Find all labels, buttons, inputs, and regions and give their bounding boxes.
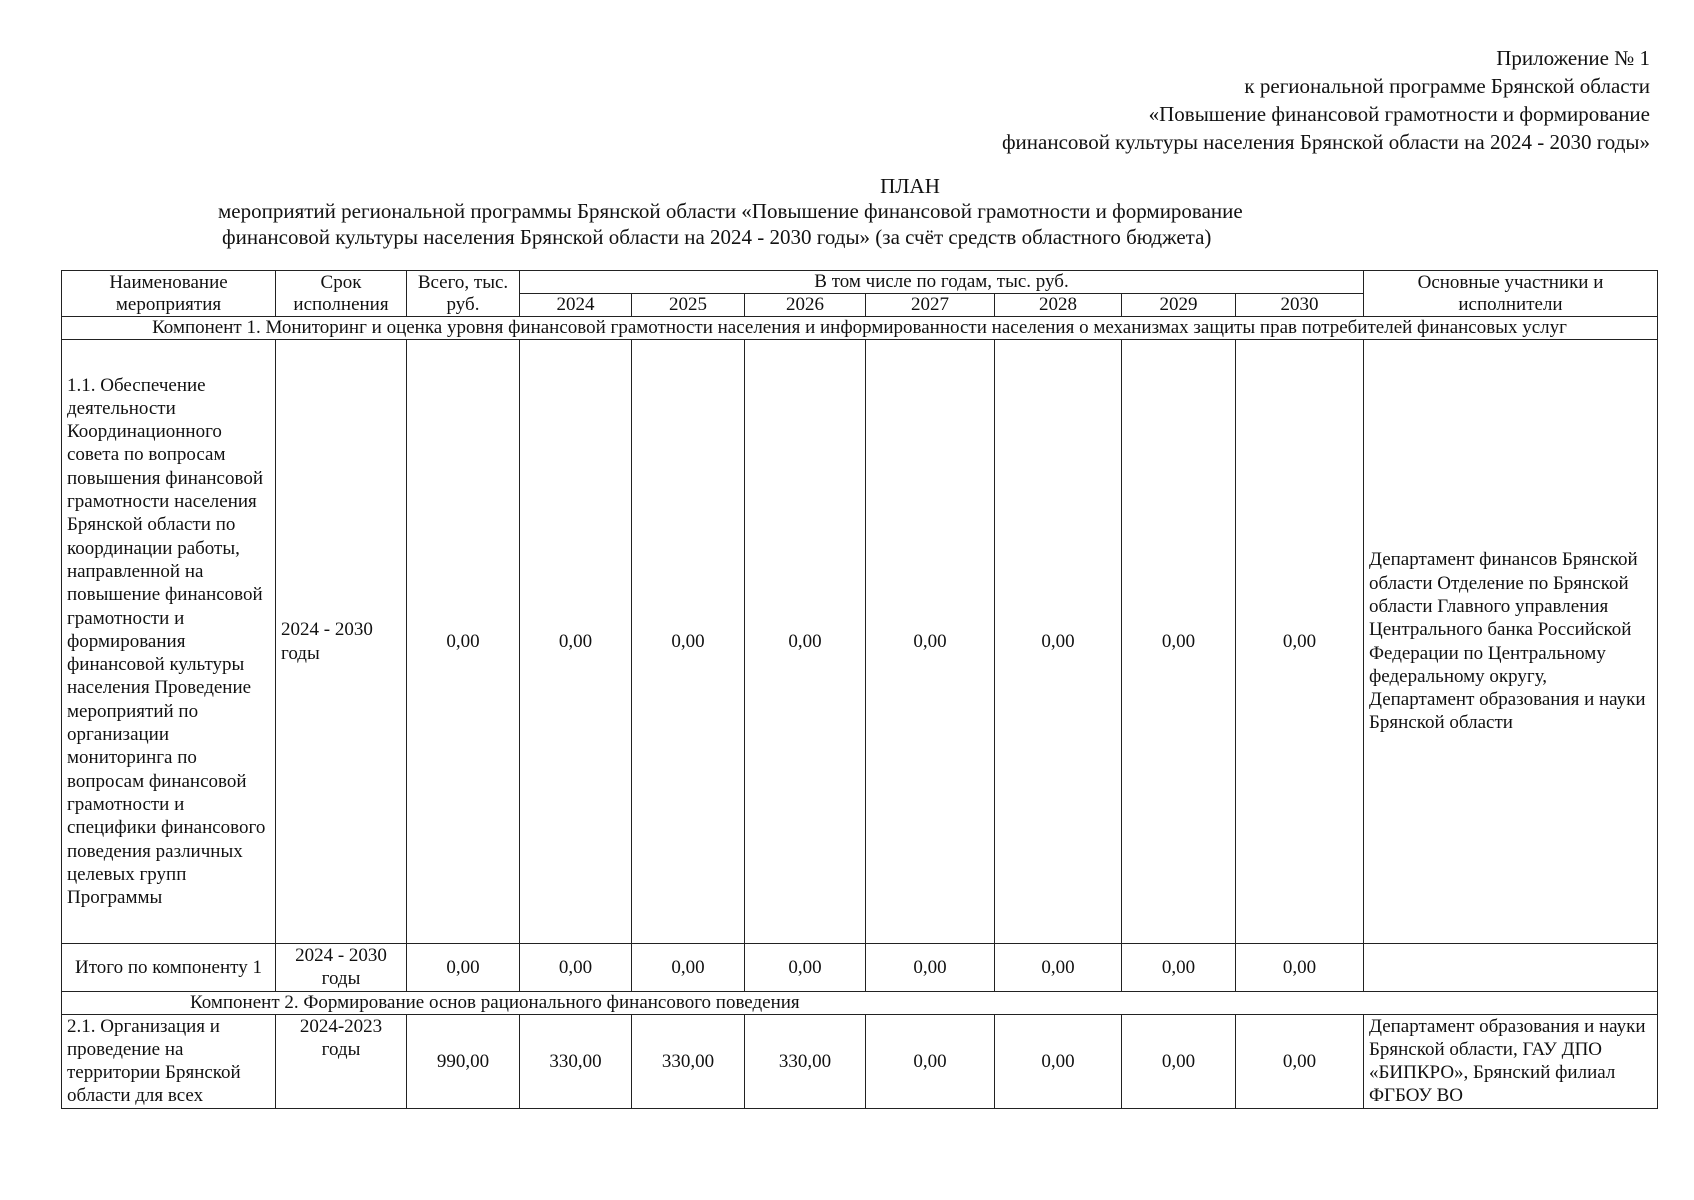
header-year: 2025 — [632, 294, 745, 317]
activity-2-1-year-value: 330,00 — [745, 1014, 866, 1108]
activity-1-1-year-value: 0,00 — [520, 340, 632, 944]
appendix-block — [1002, 44, 1650, 156]
activity-1-1-total: 0,00 — [407, 340, 520, 944]
plan-subtitle-line: мероприятий региональной программы Брянской области «Повышение финансовой грамотности и формирование — [218, 199, 1243, 223]
header-year: 2026 — [745, 294, 866, 317]
component-1-total-year-value: 0,00 — [632, 944, 745, 992]
component-1-total-year-value: 0,00 — [995, 944, 1122, 992]
activity-2-1-term: 2024-2023 годы — [276, 1014, 407, 1108]
activity-1-1-year-value: 0,00 — [745, 340, 866, 944]
plan-title: ПЛАН — [880, 174, 940, 198]
plan-subtitle-line: финансовой культуры населения Брянской области на 2024 - 2030 годы» (за счёт средств областного бюджета) — [222, 225, 1212, 249]
activity-2-1-year-value: 330,00 — [520, 1014, 632, 1108]
activity-2-1-year-value: 0,00 — [995, 1014, 1122, 1108]
header-year: 2030 — [1236, 294, 1364, 317]
appendix-line: Приложение № 1 — [1496, 46, 1650, 70]
header-total: Всего, тыс. руб. — [407, 271, 520, 317]
component-1-total-year-value: 0,00 — [1236, 944, 1364, 992]
activity-2-1-year-value: 0,00 — [1236, 1014, 1364, 1108]
header-participants: Основные участники и исполнители — [1364, 271, 1658, 317]
header-term: Срок исполнения — [276, 271, 407, 317]
activity-1-1-year-value: 0,00 — [632, 340, 745, 944]
component-1-total-participants — [1364, 944, 1658, 992]
component-1-total-year-value: 0,00 — [1122, 944, 1236, 992]
header-year: 2024 — [520, 294, 632, 317]
appendix-line: финансовой культуры населения Брянской области на 2024 - 2030 годы» — [1001, 130, 1650, 154]
activity-2-1-participants: Департамент образования и науки Брянской области, ГАУ ДПО «БИПКРО», Брянский филиал ФГБОУ ВО — [1364, 1014, 1658, 1108]
activity-1-1-term: 2024 - 2030 годы — [276, 340, 407, 944]
activity-2-1-year-value: 0,00 — [1122, 1014, 1236, 1108]
activity-1-1-year-value: 0,00 — [1122, 340, 1236, 944]
activity-1-1-year-value: 0,00 — [866, 340, 995, 944]
component-1-title: Компонент 1. Мониторинг и оценка уровня финансовой грамотности населения и информированности населения о механизмах защиты прав потребителей финансовых услуг — [62, 317, 1658, 340]
appendix-line: «Повышение финансовой грамотности и формирование — [1148, 102, 1650, 126]
activity-2-1-year-value: 0,00 — [866, 1014, 995, 1108]
activity-2-1-year-value: 330,00 — [632, 1014, 745, 1108]
component-2-title: Компонент 2. Формирование основ рационального финансового поведения — [62, 991, 1658, 1014]
activity-1-1-participants: Департамент финансов Брянской области Отделение по Брянской области Главного управления Центрального банка Российской Федерации по Центральному федеральному округу, Департамент образования и науки Брянской области — [1364, 340, 1658, 944]
activity-1-1-year-value: 0,00 — [995, 340, 1122, 944]
header-year: 2027 — [866, 294, 995, 317]
header-year: 2028 — [995, 294, 1122, 317]
activity-2-1-total: 990,00 — [407, 1014, 520, 1108]
activity-1-1-name: 1.1. Обеспечение деятельности Координационного совета по вопросам повышения финансовой грамотности населения Брянской области по координации работы, направленной на повышение финансовой грамотности и формирования финансовой культуры населения Проведение мероприятий по организации мониторинга по вопросам финансовой грамотности и специфики финансового поведения различных целевых групп Программы — [62, 340, 276, 944]
component-1-total-year-value: 0,00 — [866, 944, 995, 992]
component-1-total-sum: 0,00 — [407, 944, 520, 992]
component-1-total-year-value: 0,00 — [520, 944, 632, 992]
plan-table — [61, 270, 1658, 1109]
component-1-total-label: Итого по компоненту 1 — [62, 944, 276, 992]
header-year: 2029 — [1122, 294, 1236, 317]
plan-subtitle — [218, 198, 1243, 250]
appendix-line: к региональной программе Брянской области — [1244, 74, 1650, 98]
header-name: Наименование мероприятия — [62, 271, 276, 317]
activity-2-1-name: 2.1. Организация и проведение на территории Брянской области для всех — [62, 1014, 276, 1108]
activity-1-1-year-value: 0,00 — [1236, 340, 1364, 944]
component-1-total-term: 2024 - 2030 годы — [276, 944, 407, 992]
header-by-years: В том числе по годам, тыс. руб. — [520, 271, 1364, 294]
component-1-total-year-value: 0,00 — [745, 944, 866, 992]
